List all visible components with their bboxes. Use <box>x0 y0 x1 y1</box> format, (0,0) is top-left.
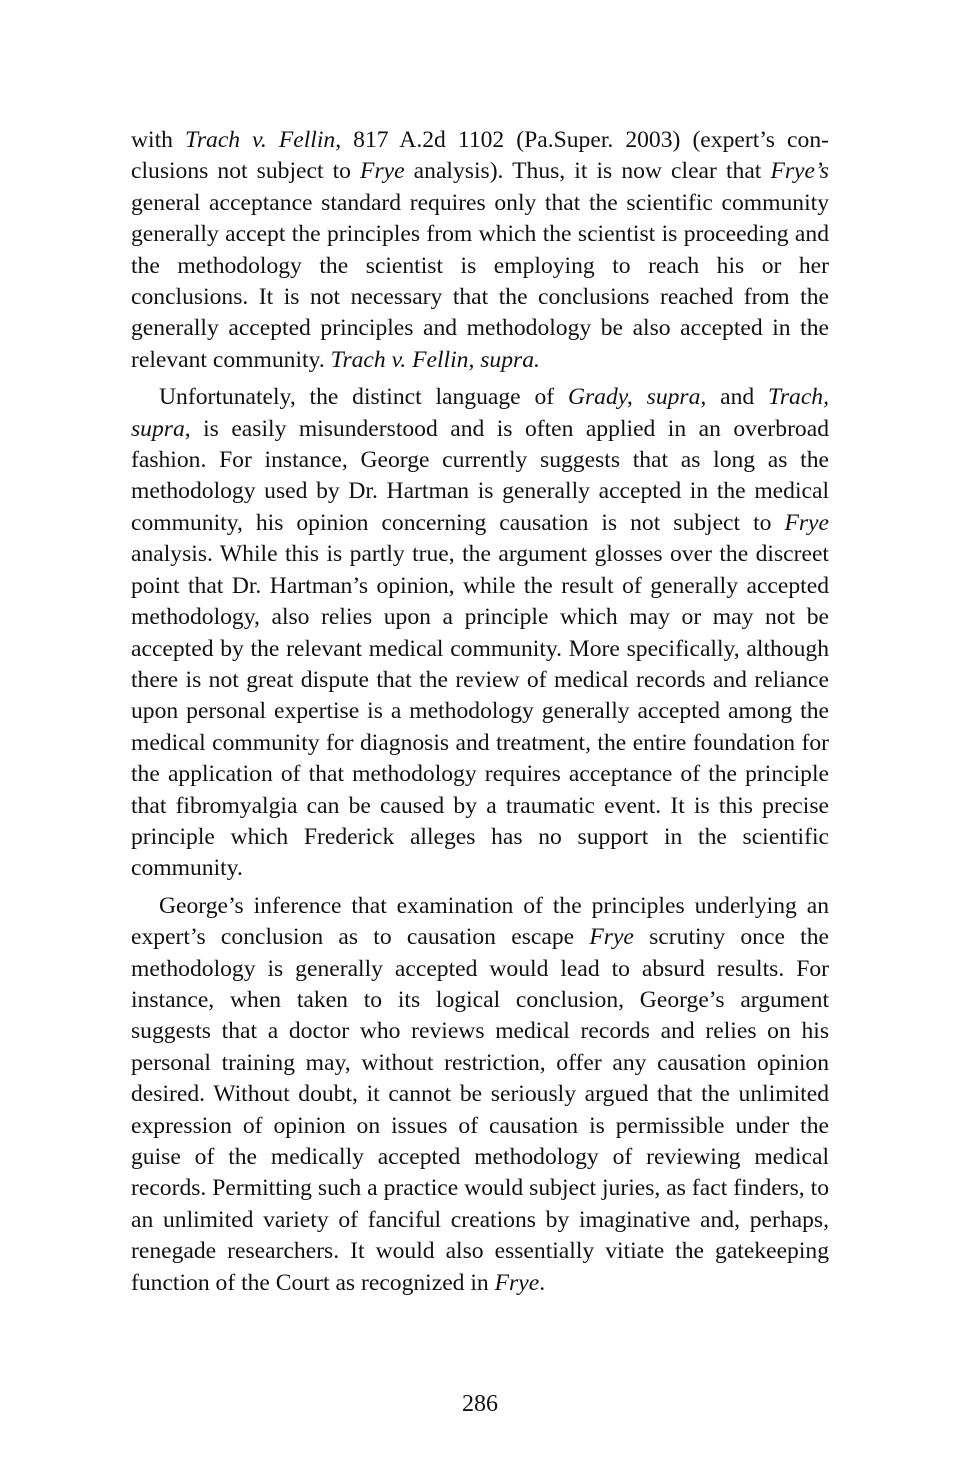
paragraph: with Trach v. Fellin, 817 A.2d 1102 (Pa.Super. 2003) (expert’s conclusions not subject to Frye analysis). Thus, it is now clear that Frye’s general acceptance standard requires only that the scientific community generally accept the principles from which the scientist is proceeding and the methodology the scientist is employing to reach his or her conclusions. It is not necessary that the conclusions reached from the generally accepted principles and methodology be also accepted in the relevant community. Trach v. Fellin, supra. <box>131 127 829 373</box>
paragraph: Unfortunately, the distinct language of Grady, supra, and Trach, supra, is easily misunderstood and is often applied in an overbroad fashion. For instance, George currently suggests that as long as the methodology used by Dr. Hartman is generally accepted in the medical community, his opinion concerning causation is not subject to Frye analysis. While this is partly true, the argument glosses over the discreet point that Dr. Hartman’s opinion, while the result of generally accepted methodology, also relies upon a principle which may or may not be accepted by the relevant medical community. More specifically, although there is not great dispute that the review of medical records and reliance upon personal expertise is a methodology generally accepted among the medical community for diagnosis and treatment, the entire foundation for the application of that methodology requires acceptance of the principle that fibromyalgia can be caused by a traumatic event. It is this precise principle which Frederick alleges has no support in the scientific community. <box>131 384 829 882</box>
paragraph: George’s inference that examination of the principles underlying an expert’s conclusion as to causation escape Frye scrutiny once the methodology is generally accepted would lead to absurd results. For instance, when taken to its logical conclusion, George’s argument suggests that a doctor who reviews medical records and relies on his personal training may, without restriction, offer any causation opinion desired. Without doubt, it cannot be seriously argued that the unlimited expression of opinion on issues of causation is permissible under the guise of the medically accepted methodology of reviewing medical records. Permitting such a practice would subject juries, as fact finders, to an unlimited variety of fanciful creations by imaginative and, perhaps, renegade researchers. It would also essentially vitiate the gatekeeping function of the Court as recognized in Frye. <box>131 892 829 1296</box>
page-number: 286 <box>462 1391 498 1417</box>
document-body <box>131 125 829 1299</box>
